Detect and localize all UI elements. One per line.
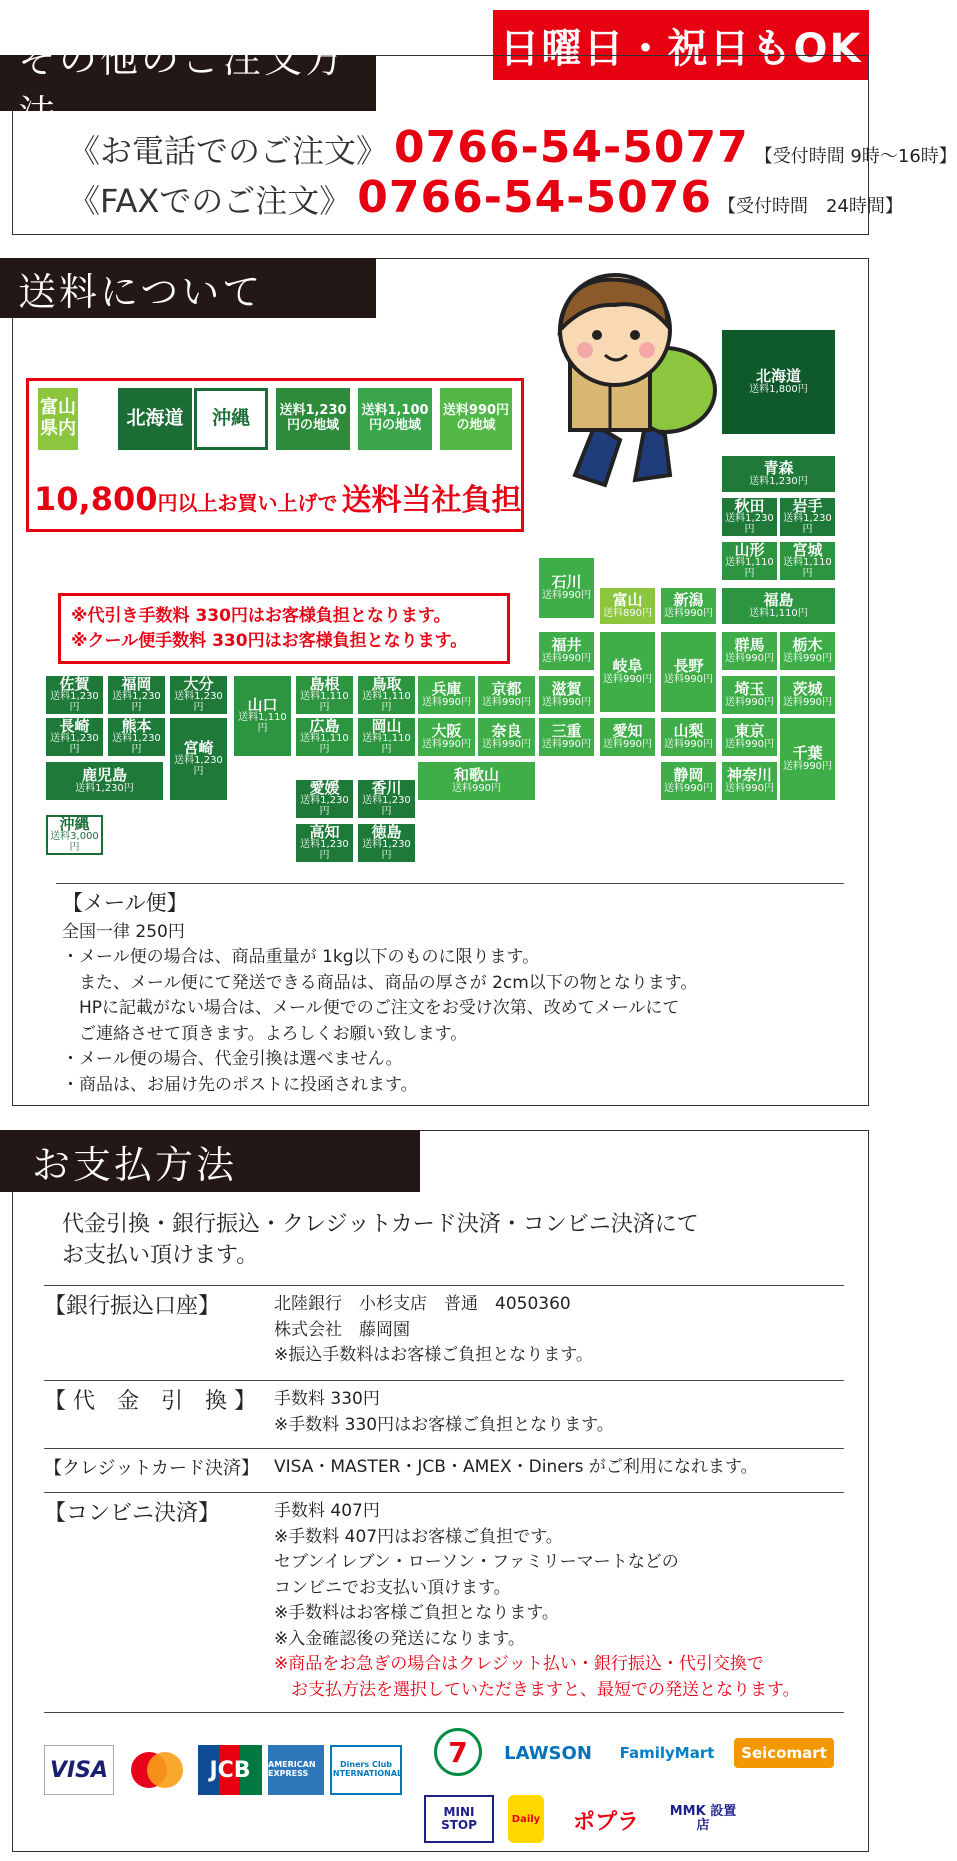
prefecture-fee: 送料990円 (541, 589, 592, 601)
order-heading: その他のご注文方法 (0, 55, 376, 111)
prefecture-tile (418, 718, 475, 756)
credit-card-details: VISA・MASTER・JCB・AMEX・Diners がご利用になれます。 (274, 1457, 758, 1477)
prefecture-tile (722, 456, 835, 492)
conv-stores: セブンイレブン・ローソン・ファミリーマートなどの (274, 1552, 679, 1572)
prefecture-fee: 送料990円 (782, 760, 833, 772)
legend-1230: 送料1,230円の地域 (276, 388, 350, 450)
free-shipping-result: 送料当社負担 (341, 483, 522, 518)
prefecture-tile (780, 676, 835, 714)
bank-holder-line: 株式会社 藤岡園 (274, 1319, 410, 1340)
bank-transfer-row (44, 1285, 844, 1369)
mail-service-line: ・商品は、お届け先のポストに投函されます。 (62, 1074, 418, 1095)
prefecture-tile (600, 718, 655, 756)
prefecture-tile (358, 824, 415, 862)
mail-divider (56, 883, 844, 884)
prefecture-name: 埼玉 (734, 679, 765, 698)
free-shipping-line (34, 475, 521, 519)
prefecture-tile (358, 780, 415, 818)
prefecture-fee: 送料1,230円 (749, 475, 808, 487)
prefecture-name: 長崎 (59, 716, 90, 735)
mail-service-line: HPに記載がない場合は、メール便でのご注文をお受け次第、改めてメールにて (62, 998, 680, 1018)
prefecture-fee: 送料1,230円 (112, 691, 161, 713)
prefecture-tile (170, 676, 227, 714)
prefecture-fee: 送料990円 (541, 696, 592, 708)
prefecture-tile (296, 780, 353, 818)
prefecture-tile (780, 718, 835, 800)
poplar-logo: ポプラ (572, 1809, 639, 1835)
mail-service-info (62, 888, 862, 1098)
mail-service-title: 【メール便】 (62, 891, 188, 915)
prefecture-fee: 送料990円 (541, 652, 592, 664)
prefecture-fee: 送料1,230円 (174, 755, 223, 777)
prefecture-tile (600, 588, 655, 624)
prefecture-name: 北海道 (755, 366, 801, 385)
prefecture-name: 高知 (309, 822, 340, 841)
prefecture-tile (418, 676, 475, 714)
prefecture-tile (358, 718, 415, 756)
prefecture-tile (46, 676, 103, 714)
familymart-logo: FamilyMart (619, 1744, 715, 1762)
prefecture-fee: 送料1,110円 (725, 557, 774, 579)
prefecture-name: 岐阜 (612, 656, 643, 675)
prefecture-name: 青森 (763, 458, 794, 477)
prefecture-name: 兵庫 (431, 679, 462, 698)
prefecture-name: 宮崎 (183, 738, 214, 757)
prefecture-fee: 送料890円 (602, 607, 653, 619)
conv-fee: 手数料 407円 (274, 1501, 380, 1521)
mmk-logo: MMK 設置店 (669, 1803, 737, 1833)
prefecture-fee: 送料990円 (602, 673, 653, 685)
prefecture-tile (358, 676, 415, 714)
prefecture-tile (661, 718, 716, 756)
credit-card-label: 【クレジットカード決済】 (44, 1458, 260, 1479)
weekend-ok-badge: 日曜日・祝日もOK (493, 10, 869, 80)
mail-service-line: ・メール便の場合は、商品重量が 1kg以下のものに限ります。 (62, 947, 540, 967)
prefecture-name: 広島 (309, 716, 340, 735)
prefecture-name: 京都 (491, 679, 522, 698)
prefecture-fee: 送料990円 (782, 696, 833, 708)
diners-logo: Diners Club INTERNATIONAL (330, 1745, 402, 1795)
mastercard-logo (122, 1745, 192, 1795)
prefecture-name: 山形 (734, 540, 765, 559)
phone-order-label: 《お電話でのご注文》 (68, 132, 389, 170)
prefecture-name: 富山 (612, 590, 643, 609)
prefecture-tile (296, 824, 353, 862)
logos-divider (44, 1712, 844, 1713)
prefecture-tile (46, 762, 163, 800)
prefecture-tile (296, 718, 353, 756)
amex-logo: AMERICAN EXPRESS (268, 1745, 324, 1795)
prefecture-fee: 送料1,230円 (112, 733, 161, 755)
free-shipping-condition: 円以上お買い上げで (157, 491, 338, 515)
cool-fee-notice: ※クール便手数料 330円はお客様負担となります。 (71, 630, 468, 651)
cod-fee: 手数料 330円 (274, 1389, 380, 1409)
prefecture-tile (722, 762, 777, 800)
prefecture-name: 長野 (673, 656, 704, 675)
cod-fee-note: ※手数料 330円はお客様ご負担となります。 (274, 1414, 614, 1435)
prefecture-fee: 送料990円 (724, 696, 775, 708)
prefecture-name: 沖縄 (59, 814, 90, 833)
prefecture-name: 福岡 (121, 674, 152, 693)
prefecture-name: 徳島 (371, 822, 402, 841)
prefecture-fee: 送料1,800円 (749, 383, 808, 395)
bank-account-line: 北陸銀行 小杉支店 普通 4050360 (274, 1294, 571, 1314)
prefecture-fee: 送料990円 (724, 782, 775, 794)
prefecture-fee: 送料990円 (451, 782, 502, 794)
prefecture-tile (478, 718, 535, 756)
fax-order-label: 《FAXでのご注文》 (68, 182, 352, 220)
prefecture-tile (722, 676, 777, 714)
fee-notices (58, 593, 510, 664)
prefecture-tile (600, 632, 655, 712)
legend-toyama: 富山県内 (38, 388, 78, 450)
prefecture-name: 山口 (247, 695, 278, 714)
payment-intro-line: お支払い頂けます。 (62, 1242, 259, 1268)
convenience-store-label: 【コンビニ決済】 (44, 1501, 221, 1526)
prefecture-name: 新潟 (673, 590, 704, 609)
prefecture-fee: 送料1,230円 (75, 782, 134, 794)
prefecture-fee: 送料1,110円 (362, 733, 411, 755)
prefecture-name: 福井 (551, 635, 582, 654)
prefecture-name: 千葉 (792, 743, 823, 762)
prefecture-name: 三重 (551, 721, 582, 740)
prefecture-tile (661, 588, 716, 624)
prefecture-tile (539, 558, 594, 618)
prefecture-name: 愛知 (612, 721, 643, 740)
prefecture-fee: 送料1,110円 (238, 712, 287, 734)
prefecture-name: 群馬 (734, 635, 765, 654)
prefecture-tile (661, 632, 716, 712)
prefecture-tile (234, 676, 291, 756)
prefecture-tile (780, 498, 835, 536)
mail-service-line: ご連絡させて頂きます。よろしくお願い致します。 (62, 1023, 468, 1044)
prefecture-fee: 送料1,110円 (300, 691, 349, 713)
prefecture-name: 宮城 (792, 540, 823, 559)
prefecture-fee: 送料1,230円 (362, 795, 411, 817)
payment-intro (62, 1210, 699, 1272)
prefecture-tile (722, 718, 777, 756)
prefecture-name: 鳥取 (371, 674, 402, 693)
prefecture-name: 茨城 (792, 679, 823, 698)
prefecture-name: 静岡 (673, 765, 704, 784)
prefecture-name: 滋賀 (551, 679, 582, 698)
prefecture-name: 大阪 (431, 721, 462, 740)
prefecture-name: 島根 (309, 674, 340, 693)
convenience-store-details (274, 1493, 800, 1703)
prefecture-tile (780, 632, 835, 670)
cod-row (44, 1380, 844, 1438)
prefecture-fee: 送料990円 (663, 738, 714, 750)
prefecture-tile (46, 815, 103, 855)
prefecture-name: 香川 (371, 778, 402, 797)
conv-fee-note: ※手数料はお客様ご負担となります。 (274, 1603, 559, 1623)
seven-eleven-logo: 7 (434, 1728, 482, 1776)
prefecture-tile (108, 718, 165, 756)
prefecture-fee: 送料3,000円 (50, 831, 99, 853)
prefecture-fee: 送料990円 (663, 607, 714, 619)
prefecture-tile (108, 676, 165, 714)
prefecture-fee: 送料1,110円 (783, 557, 832, 579)
bank-transfer-label: 【銀行振込口座】 (44, 1294, 221, 1319)
prefecture-fee: 送料1,230円 (300, 839, 349, 861)
prefecture-tile (722, 498, 777, 536)
legend-1100: 送料1,100円の地域 (358, 388, 432, 450)
prefecture-fee: 送料1,230円 (50, 733, 99, 755)
prefecture-name: 福島 (763, 590, 794, 609)
fax-number: 0766-54-5076 (357, 172, 712, 223)
prefecture-tile (170, 718, 227, 800)
prefecture-name: 鹿児島 (81, 765, 127, 784)
mail-service-line: ・メール便の場合、代金引換は選べません。 (62, 1049, 403, 1069)
ministop-logo: MINI STOP (424, 1795, 494, 1843)
prefecture-fee: 送料990円 (541, 738, 592, 750)
conv-stores: コンビニでお支払い頂けます。 (274, 1577, 511, 1598)
visa-logo: VISA (44, 1745, 114, 1795)
legend-hokkaido: 北海道 (118, 388, 192, 450)
daily-yamazaki-logo: Daily (508, 1795, 544, 1843)
prefecture-name: 愛媛 (309, 778, 340, 797)
shipping-heading: 送料について (0, 258, 376, 318)
urgent-note: ※商品をお急ぎの場合はクレジット払い・銀行振込・代引交換で (274, 1654, 764, 1674)
prefecture-tile (296, 676, 353, 714)
prefecture-name: 秋田 (734, 496, 765, 515)
prefecture-fee: 送料990円 (663, 782, 714, 794)
prefecture-fee: 送料1,230円 (300, 795, 349, 817)
jcb-logo: JCB (198, 1745, 262, 1795)
payment-heading: お支払方法 (0, 1130, 420, 1192)
prefecture-tile (780, 542, 835, 580)
cod-details (274, 1381, 614, 1438)
bank-transfer-details (274, 1286, 593, 1369)
cod-label: 【 代 金 引 換 】 (44, 1389, 256, 1414)
cod-fee-notice: ※代引き手数料 330円はお客様負担となります。 (71, 606, 451, 626)
prefecture-fee: 送料990円 (782, 652, 833, 664)
prefecture-name: 佐賀 (59, 674, 90, 693)
prefecture-name: 大分 (183, 674, 214, 693)
bank-fee-note: ※振込手数料はお客様ご負担となります。 (274, 1345, 593, 1365)
payment-intro-line: 代金引換・銀行振込・クレジットカード決済・コンビニ決済にて (62, 1212, 699, 1237)
prefecture-tile (722, 632, 777, 670)
prefecture-fee: 送料990円 (602, 738, 653, 750)
prefecture-name: 神奈川 (726, 765, 772, 784)
mail-service-price: 全国一律 250円 (62, 921, 185, 942)
prefecture-tile (418, 762, 535, 800)
convenience-store-row (44, 1492, 844, 1703)
prefecture-fee: 送料1,230円 (50, 691, 99, 713)
fax-hours: 【受付時間 24時間】 (717, 196, 903, 217)
prefecture-name: 奈良 (491, 721, 522, 740)
prefecture-name: 熊本 (121, 716, 152, 735)
prefecture-tile (722, 588, 835, 624)
prefecture-tile (722, 542, 777, 580)
prefecture-tile (539, 632, 594, 670)
prefecture-tile (661, 762, 716, 800)
prefecture-fee: 送料990円 (663, 673, 714, 685)
prefecture-fee: 送料990円 (724, 652, 775, 664)
prefecture-tile (478, 676, 535, 714)
seicomart-logo: Seicomart (734, 1738, 834, 1768)
prefecture-tile (46, 718, 103, 756)
prefecture-name: 山梨 (673, 721, 704, 740)
prefecture-fee: 送料990円 (421, 738, 472, 750)
prefecture-fee: 送料990円 (724, 738, 775, 750)
prefecture-tile (722, 330, 835, 434)
prefecture-tile (539, 718, 594, 756)
prefecture-fee: 送料1,230円 (174, 691, 223, 713)
prefecture-name: 岩手 (792, 496, 823, 515)
conv-fee-note: ※手数料 407円はお客様ご負担です。 (274, 1526, 563, 1547)
phone-order-line (68, 122, 957, 173)
prefecture-fee: 送料1,110円 (749, 607, 808, 619)
phone-hours: 【受付時間 9時〜16時】 (754, 146, 957, 167)
prefecture-tile (539, 676, 594, 714)
prefecture-name: 東京 (734, 721, 765, 740)
credit-card-row (44, 1448, 844, 1482)
delivery-boy-mascot (535, 275, 730, 505)
prefecture-fee: 送料990円 (481, 738, 532, 750)
prefecture-fee: 送料1,110円 (362, 691, 411, 713)
legend-990: 送料990円の地域 (440, 388, 512, 450)
prefecture-fee: 送料1,110円 (300, 733, 349, 755)
legend-okinawa: 沖縄 (194, 388, 268, 450)
prefecture-name: 岡山 (371, 716, 402, 735)
mail-service-line: また、メール便にて発送できる商品は、商品の厚さが 2cm以下の物となります。 (62, 972, 698, 993)
prefecture-name: 石川 (551, 572, 582, 591)
prefecture-fee: 送料1,230円 (725, 513, 774, 535)
lawson-logo: LAWSON (504, 1742, 592, 1764)
prefecture-fee: 送料990円 (421, 696, 472, 708)
prefecture-fee: 送料1,230円 (783, 513, 832, 535)
prefecture-fee: 送料1,230円 (362, 839, 411, 861)
urgent-note: お支払方法を選択していただきますと、最短での発送となります。 (274, 1679, 800, 1700)
prefecture-name: 栃木 (792, 635, 823, 654)
prefecture-fee: 送料990円 (481, 696, 532, 708)
conv-shipping-note: ※入金確認後の発送になります。 (274, 1628, 525, 1649)
fax-order-line (68, 172, 903, 223)
prefecture-name: 和歌山 (453, 765, 499, 784)
phone-number[interactable]: 0766-54-5077 (394, 122, 749, 173)
free-shipping-amount: 10,800 (34, 480, 158, 518)
